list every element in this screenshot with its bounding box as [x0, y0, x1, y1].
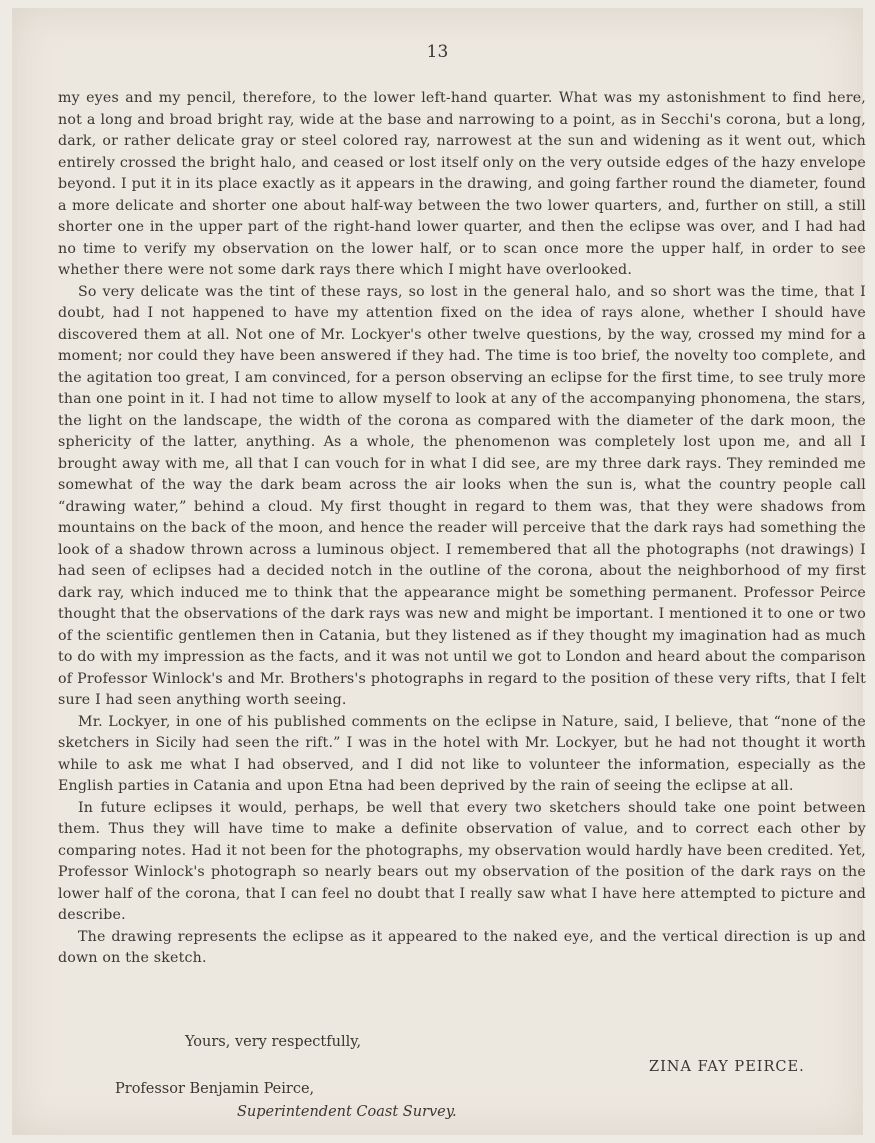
paragraph-5: The drawing represents the eclipse as it appeared to the naked eye, and the vertical direction is up and down on the sketch. [58, 928, 866, 966]
signature: ZINA FAY PEIRCE. [649, 1059, 805, 1075]
addressee-name: Professor Benjamin Peirce, [115, 1081, 315, 1097]
letter-closing: Yours, very respectfully, [185, 1034, 362, 1050]
paragraph-4: In future eclipses it would, perhaps, be well that every two sketchers should take one point between them. Thus they will have time to make a definite observation of value, and to correct each other by comparing notes. Had it not been for the photographs, my observation would hardly have been credited. Yet, Professor Winlock's photograph so nearly bears out my observation of the position of the dark rays on the lower half of the corona, that I can feel no doubt that I really saw what I have here attempted to picture and describe. [58, 799, 866, 923]
paragraph-1: my eyes and my pencil, therefore, to the lower left-hand quarter. What was my astonishment to find here, not a long and broad bright ray, wide at the base and narrowing to a point, as in Secchi's corona, but a long, dark, or rather delicate gray or steel colored ray, narrowest at the sun and widening as it went out, which entirely crossed the bright halo, and ceased or lost itself only on the very outside edges of the hazy envelope beyond. I put it in its place exactly as it appears in the drawing, and going farther round the diameter, found a more delicate and shorter one about half-way between the two lower quarters, and, further on still, a still shorter one in the upper part of the right-hand lower quarter, and then the eclipse was over, and I had had no time to verify my observation on the lower half, or to scan once more the upper half, in order to see whether there were not some dark rays there which I might have overlooked. [58, 90, 866, 278]
page-number: 13 [426, 42, 449, 62]
paragraph-3: Mr. Lockyer, in one of his published comments on the eclipse in Nature, said, I believe, that “none of the sketchers in Sicily had seen the rift.” I was in the hotel with Mr. Lockyer, but he had not thought it worth while to ask me what I had observed, and I did not like to volunteer the information, especially as the English parties in Catania and upon Etna had been deprived by the rain of seeing the eclipse at all. [58, 713, 866, 794]
document-page [12, 8, 866, 1135]
letter-body [58, 88, 866, 970]
addressee-title: Superintendent Coast Survey. [237, 1104, 457, 1120]
paragraph-2: So very delicate was the tint of these rays, so lost in the general halo, and so short was the time, that I doubt, had I not happened to have my attention fixed on the idea of rays alone, whether I should have discovered them at all. Not one of Mr. Lockyer's other twelve questions, by the way, crossed my mind for a moment; nor could they have been answered if they had. The time is too brief, the novelty too complete, and the agitation too great, I am convinced, for a person observing an eclipse for the first time, to see truly more than one point in it. I had not time to allow myself to look at any of the accompanying phonomena, the stars, the light on the landscape, the width of the corona as compared with the diameter of the dark moon, the sphericity of the latter, anything. As a whole, the phenomenon was completely lost upon me, and all I brought away with me, all that I can vouch for in what I did see, are my three dark rays. They reminded me somewhat of the way the dark beam across the air looks when the sun is, what the country people call “drawing water,” behind a cloud. My first thought in regard to them was, that they were shadows from mountains on the back of the moon, and hence the reader will perceive that the dark rays had something the look of a shadow thrown across a luminous object. I remembered that all the photographs (not drawings) I had seen of eclipses had a decided notch in the outline of the corona, about the neighborhood of my first dark ray, which induced me to think that the appearance might be something permanent. Professor Peirce thought that the observations of the dark rays was new and might be important. I mentioned it to one or two of the scientific gentlemen then in Catania, but they listened as if they thought my imagination had as much to do with my impression as the facts, and it was not until we got to London and heard about the comparison of Professor Winlock's and Mr. Brothers's photographs in regard to the position of these very rifts, that I felt sure I had seen anything worth seeing. [58, 283, 866, 708]
